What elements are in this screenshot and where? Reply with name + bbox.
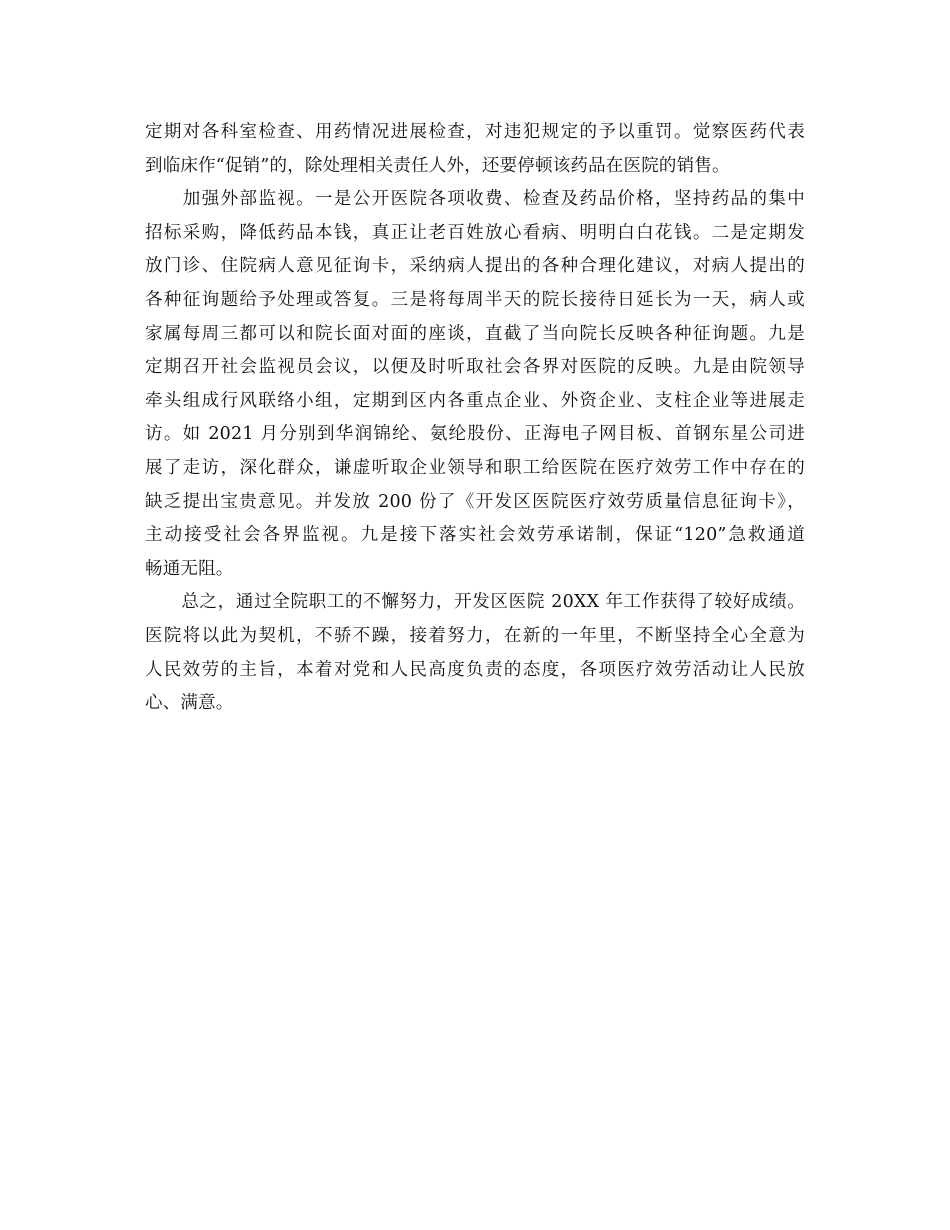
text-line: 总之，通过全院职工的不懈努力，开发区医院 20XX 年工作获得了较好成绩。	[145, 592, 805, 613]
paragraph-conclusion	[145, 586, 805, 720]
text-line: 展了走访，深化群众，谦虚听取企业领导和职工给医院在医疗效劳工作中存在的	[145, 457, 805, 478]
text-line: 访。如 2021 月分别到华润锦纶、氨纶股份、正海电子网目板、首钢东星公司进	[145, 424, 805, 445]
text-line: 招标采购，降低药品本钱，真正让老百姓放心看病、明明白白花钱。二是定期发	[145, 222, 805, 243]
document-body	[145, 116, 805, 721]
text-line: 畅通无阻。	[145, 558, 234, 579]
text-line: 定期对各科室检查、用药情况进展检查，对违犯规定的予以重罚。觉察医药代表	[145, 122, 805, 142]
text-line: 主动接受社会各界监视。九是接下落实社会效劳承诺制，保证“120”急救通道	[145, 525, 805, 546]
text-line: 心、满意。	[145, 693, 234, 714]
text-line: 各种征询题给予处理或答复。三是将每周半天的院长接待日延长为一天，病人或	[145, 289, 805, 310]
text-line: 放门诊、住院病人意见征询卡，采纳病人提出的各种合理化建议，对病人提出的	[145, 256, 805, 277]
text-line: 医院将以此为契机，不骄不躁，接着努力，在新的一年里，不断坚持全心全意为	[145, 625, 805, 646]
text-line: 牵头组成行风联络小组，定期到区内各重点企业、外资企业、支柱企业等进展走	[145, 390, 805, 411]
text-line: 到临床作“促销”的，除处理相关责任人外，还要停顿该药品在医院的销售。	[145, 155, 730, 176]
text-line: 定期召开社会监视员会议，以便及时听取社会各界对医院的反映。九是由院领导	[145, 357, 805, 378]
text-line: 缺乏提出宝贵意见。并发放 200 份了《开发区医院医疗效劳质量信息征询卡》，	[145, 491, 805, 512]
text-line: 加强外部监视。一是公开医院各项收费、检查及药品价格，坚持药品的集中	[145, 189, 805, 210]
text-line: 家属每周三都可以和院长面对面的座谈，直截了当向院长反映各种征询题。九是	[145, 323, 805, 344]
paragraph-continuation	[145, 116, 805, 183]
text-line: 人民效劳的主旨，本着对党和人民高度负责的态度，各项医疗效劳活动让人民放	[145, 659, 805, 680]
paragraph-external-supervision	[145, 183, 805, 586]
